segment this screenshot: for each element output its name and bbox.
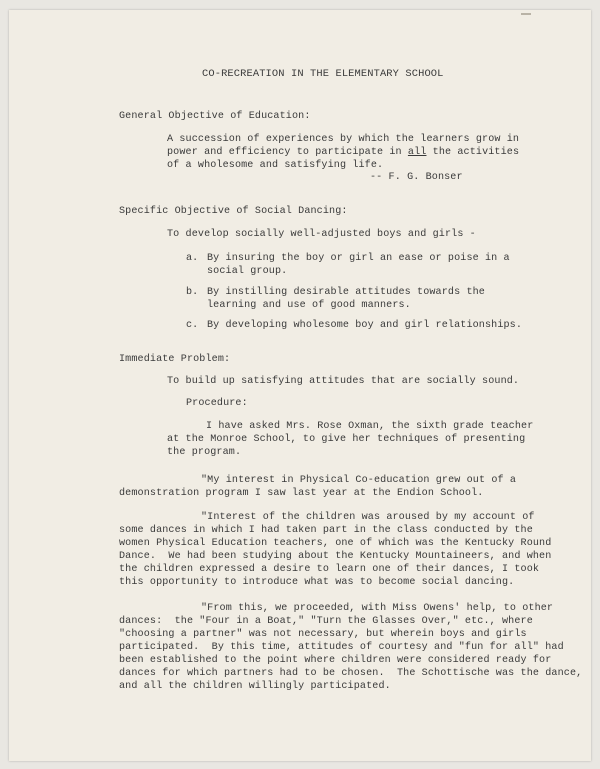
list-item: By instilling desirable attitudes towards the: [207, 287, 485, 298]
specific-objective-intro: To develop socially well-adjusted boys and girls -: [167, 229, 476, 240]
immediate-problem-text: To build up satisfying attitudes that are socially sound.: [167, 376, 520, 387]
list-item: social group.: [207, 266, 288, 277]
paragraph-line: women Physical Education teachers, one of which was the Kentucky Round: [119, 538, 552, 549]
list-item: learning and use of good manners.: [207, 300, 411, 311]
paragraph-line: demonstration program I saw last year at the Endion School.: [119, 488, 484, 499]
procedure-line: the program.: [167, 447, 242, 458]
quote-line: A succession of experiences by which the learners grow in: [167, 134, 520, 145]
quote-line: power and efficiency to participate in all the activities: [167, 147, 520, 158]
paragraph-line: "choosing a partner" was not necessary, but wherein boys and girls: [119, 629, 527, 640]
paragraph-line: dances: the "Four in a Boat," "Turn the Glasses Over," etc., where: [119, 616, 533, 627]
paragraph-line: participated. By this time, attitudes of courtesy and "fun for all" had: [119, 642, 564, 653]
procedure-label: Procedure:: [186, 398, 248, 409]
immediate-problem-heading: Immediate Problem:: [119, 354, 231, 365]
paragraph-line: been established to the point where children were considered ready for: [119, 655, 552, 666]
list-marker: b.: [186, 287, 199, 298]
paragraph-line: Dance. We had been studying about the Kentucky Mountaineers, and when: [119, 551, 552, 562]
list-item: By developing wholesome boy and girl relationships.: [207, 320, 523, 331]
paragraph-line: the children expressed a desire to learn one of their dances, I took: [119, 564, 540, 575]
quote-attribution: -- F. G. Bonser: [370, 172, 463, 183]
paragraph-line: dances for which partners had to be chosen. The Schottische was the dance,: [119, 668, 583, 679]
paragraph-line: and all the children willingly participated.: [119, 681, 391, 692]
procedure-line: I have asked Mrs. Rose Oxman, the sixth grade teacher: [206, 421, 534, 432]
paragraph-line: "My interest in Physical Co-education grew out of a: [201, 475, 517, 486]
staple-mark: [521, 13, 531, 15]
emphasis-all: all: [407, 147, 427, 158]
list-marker: a.: [186, 253, 199, 264]
paragraph-line: this opportunity to introduce what was to become social dancing.: [119, 577, 515, 588]
paragraph-line: "From this, we proceeded, with Miss Owens' help, to other: [201, 603, 554, 614]
specific-objective-heading: Specific Objective of Social Dancing:: [119, 206, 348, 217]
procedure-line: at the Monroe School, to give her techniques of presenting: [167, 434, 526, 445]
list-marker: c.: [186, 320, 199, 331]
general-objective-heading: General Objective of Education:: [119, 111, 311, 122]
paragraph-line: some dances in which I had taken part in the class conducted by the: [119, 525, 533, 536]
quote-line: of a wholesome and satisfying life.: [167, 160, 384, 171]
paragraph-line: "Interest of the children was aroused by my account of: [201, 512, 535, 523]
document-title: CO-RECREATION IN THE ELEMENTARY SCHOOL: [202, 68, 444, 80]
list-item: By insuring the boy or girl an ease or poise in a: [207, 253, 510, 264]
